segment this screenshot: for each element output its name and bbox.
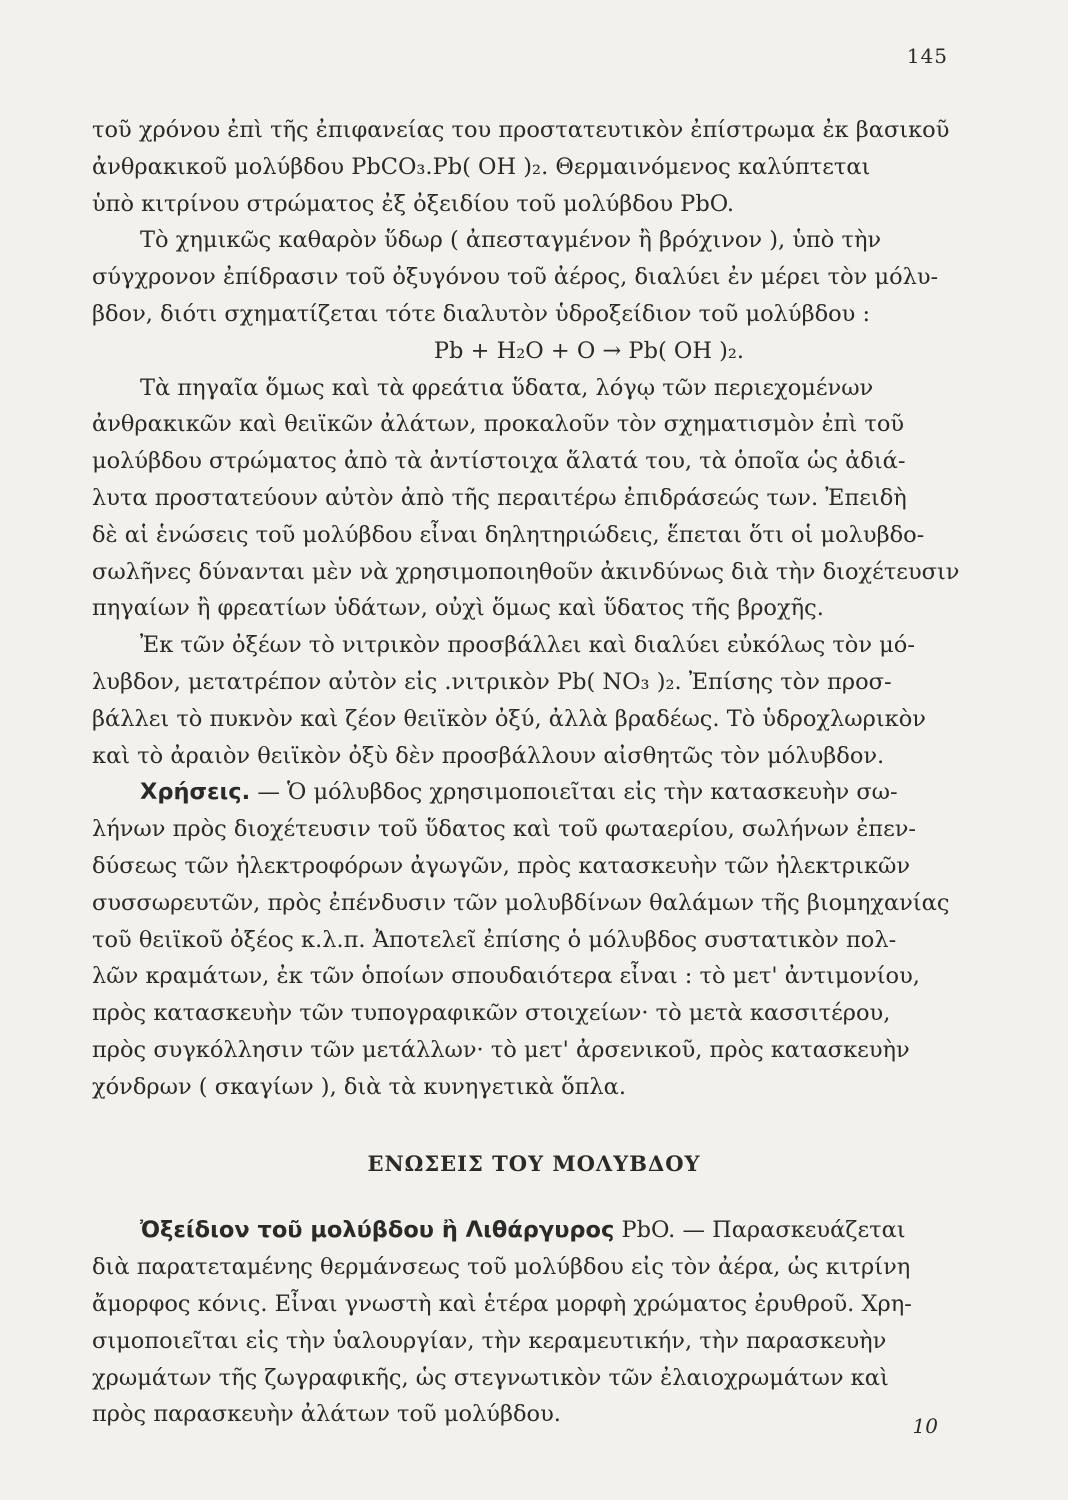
- page-number: 145: [906, 44, 948, 68]
- text-line: χρωμάτων τῆς ζωγραφικῆς, ὡς στεγνωτικὸν τῶν ἐλαιοχρωμάτων καὶ: [92, 1364, 889, 1391]
- text-line: PbO. — Παρασκευάζεται: [621, 1217, 906, 1244]
- text-line: Ἐκ τῶν ὀξέων τὸ νιτρικὸν προσβάλλει καὶ διαλύει εὐκόλως τὸν μό-: [140, 632, 915, 659]
- text-line: τοῦ θειϊκοῦ ὀξέος κ.λ.π. Ἀποτελεῖ ἐπίσης ὁ μόλυβδος συστατικὸν πολ-: [92, 926, 897, 953]
- text-line: δύσεως τῶν ἠλεκτροφόρων ἀγωγῶν, πρὸς κατασκευὴν τῶν ἠλεκτρικῶν: [92, 852, 911, 879]
- text-line: πρὸς παρασκευὴν ἀλάτων τοῦ μολύβδου.: [92, 1401, 561, 1428]
- body-text: [92, 112, 966, 1433]
- text-line: λυτα προστατεύουν αὐτὸν ἀπὸ τῆς περαιτέρω ἐπιδράσεώς των. Ἐπειδὴ: [92, 484, 907, 511]
- text-line: ὑπὸ κιτρίνου στρώματος ἐξ ὀξειδίου τοῦ μολύβδου PbO.: [92, 190, 735, 217]
- text-line: πηγαίων ἢ φρεατίων ὑδάτων, οὐχὶ ὅμως καὶ ὕδατος τῆς βροχῆς.: [92, 595, 824, 622]
- text-line: τοῦ χρόνου ἐπὶ τῆς ἐπιφανείας του προστατευτικὸν ἐπίστρωμα ἐκ βασικοῦ: [92, 117, 950, 143]
- text-line: λυβδον, μετατρέπον αὐτὸν εἰς .νιτρικὸν Pb( NO₃ )₂. Ἐπίσης τὸν προσ-: [92, 668, 892, 695]
- text-line: συσσωρευτῶν, πρὸς ἐπένδυσιν τῶν μολυβδίνων θαλάμων τῆς βιομηχανίας: [92, 889, 950, 916]
- text-line: λήνων πρὸς διοχέτευσιν τοῦ ὕδατος καὶ τοῦ φωταερίου, σωλήνων ἐπεν-: [92, 816, 917, 843]
- text-line: χόνδρων ( σκαγίων ), διὰ τὰ κυνηγετικὰ ὅπλα.: [92, 1073, 627, 1100]
- text-line: ἄμορφος κόνις. Εἶναι γνωστὴ καὶ ἑτέρα μορφὴ χρώματος ἐρυθροῦ. Χρη-: [92, 1290, 912, 1317]
- text-line: βάλλει τὸ πυκνὸν καὶ ζέον θειϊκὸν ὀξύ, ἀλλὰ βραδέως. Τὸ ὑδροχλωρικὸν: [92, 705, 926, 732]
- uses-heading: Χρήσεις.: [140, 779, 251, 806]
- oxide-paragraph-start: [92, 1212, 966, 1249]
- text-line: πρὸς συγκόλλησιν τῶν μετάλλων· τὸ μετ' ἀρσενικοῦ, πρὸς κατασκευὴν: [92, 1036, 910, 1063]
- text-line: καὶ τὸ ἀραιὸν θειϊκὸν ὀξὺ δὲν προσβάλλουν αἰσθητῶς τὸν μόλυβδον.: [92, 742, 885, 769]
- text-line: σύγχρονον ἐπίδρασιν τοῦ ὀξυγόνου τοῦ ἀέρος, διαλύει ἐν μέρει τὸν μόλυ-: [92, 264, 939, 291]
- chemical-equation: Pb + H₂O + O → Pb( OH )₂.: [433, 337, 745, 364]
- text-line: μολύβδου στρώματος ἀπὸ τὰ ἀντίστοιχα ἅλατά του, τὰ ὁποῖα ὡς ἀδιά-: [92, 448, 906, 475]
- oxide-heading: Ὀξείδιον τοῦ μολύβδου ἢ Λιθάργυρος: [140, 1217, 615, 1244]
- text-line: δὲ αἱ ἑνώσεις τοῦ μολύβδου εἶναι δηλητηριώδεις, ἕπεται ὅτι οἱ μολυβδο-: [92, 521, 925, 548]
- text-line: σωλῆνες δύνανται μὲν νὰ χρησιμοποιηθοῦν ἀκινδύνως διὰ τὴν διοχέτευσιν: [92, 558, 960, 585]
- folio-mark: 10: [912, 1414, 938, 1438]
- text-line: βδον, διότι σχηματίζεται τότε διαλυτὸν ὑδροξείδιον τοῦ μολύβδου :: [92, 300, 871, 327]
- text-line: πρὸς κατασκευὴν τῶν τυπογραφικῶν στοιχείων· τὸ μετὰ κασσιτέρου,: [92, 1000, 891, 1027]
- section-heading: ΕΝΩΣΕΙΣ ΤΟΥ ΜΟΛΥΒΔΟΥ: [367, 1150, 701, 1176]
- text-line: ἀνθρακικοῦ μολύβδου PbCO₃.Pb( OH )₂. Θερμαινόμενος καλύπτεται: [92, 153, 871, 180]
- text-line: Τὸ χημικῶς καθαρὸν ὕδωρ ( ἀπεσταγμένον ἢ βρόχινον ), ὑπὸ τὴν: [140, 227, 882, 254]
- text-line: — Ὁ μόλυβδος χρησιμοποιεῖται εἰς τὴν κατασκευὴν σω-: [257, 779, 898, 806]
- text-line: Τὰ πηγαῖα ὅμως καὶ τὰ φρεάτια ὕδατα, λόγῳ τῶν περιεχομένων: [140, 374, 874, 401]
- text-line: λῶν κραμάτων, ἐκ τῶν ὁποίων σπουδαιότερα εἶναι : τὸ μετ' ἀντιμονίου,: [92, 963, 920, 990]
- text-line: ἀνθρακικῶν καὶ θειϊκῶν ἀλάτων, προκαλοῦν τὸν σχηματισμὸν ἐπὶ τοῦ: [92, 411, 905, 438]
- text-line: διὰ παρατεταμένης θερμάνσεως τοῦ μολύβδου εἰς τὸν ἀέρα, ὡς κιτρίνη: [92, 1254, 911, 1281]
- uses-paragraph-start: [92, 774, 966, 811]
- text-line: σιμοποιεῖται εἰς τὴν ὑαλουργίαν, τὴν κεραμευτικήν, τὴν παρασκευὴν: [92, 1327, 887, 1354]
